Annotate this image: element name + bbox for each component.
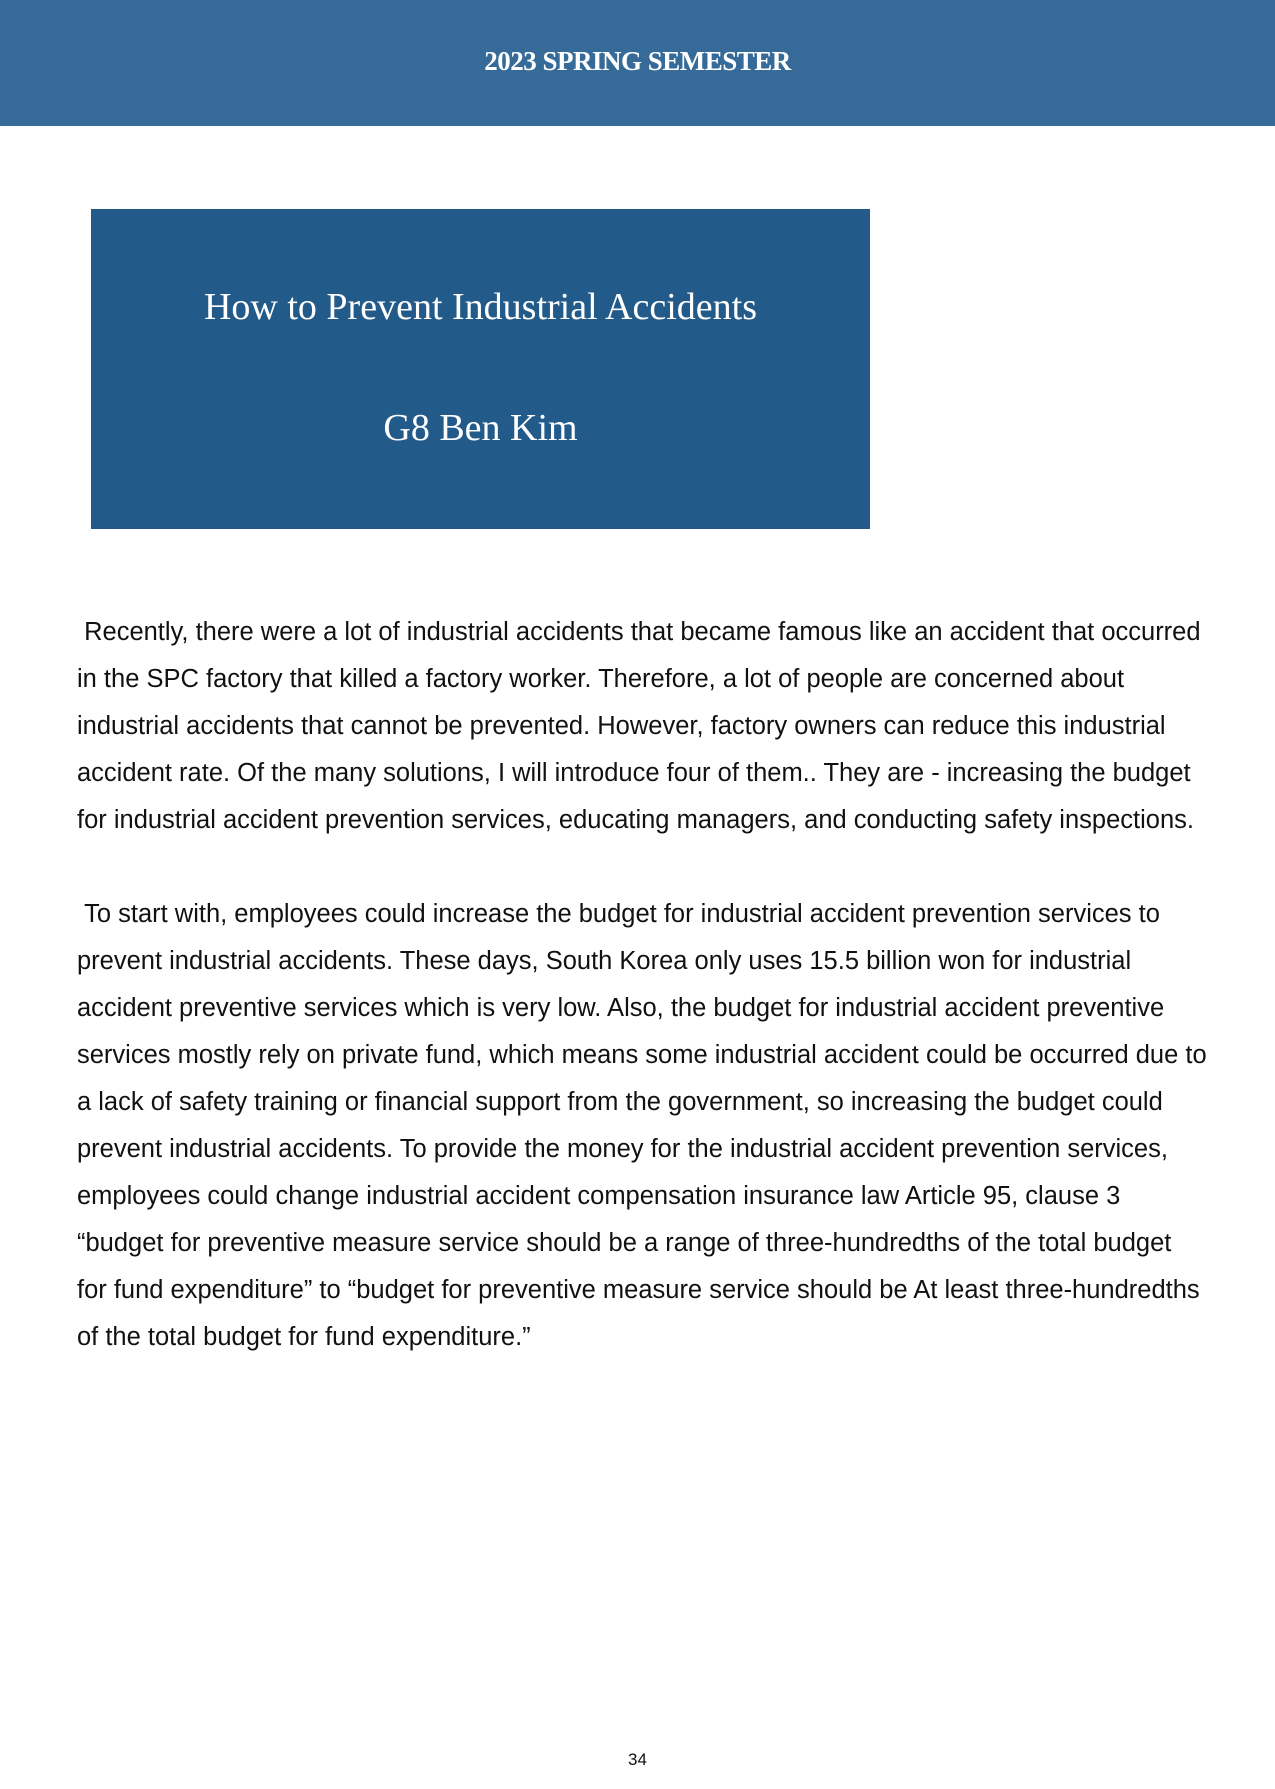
article-author: G8 Ben Kim (383, 407, 578, 449)
article-body (77, 609, 1214, 1361)
semester-title: 2023 SPRING SEMESTER (484, 46, 791, 76)
header-band (0, 0, 1275, 126)
page-number: 34 (628, 1750, 647, 1769)
body-paragraph-2: To start with, employees could increase the budget for industrial accident prevention services to prevent industrial accidents. These days, South Korea only uses 15.5 billion won for industrial accident preventive services which is very low. Also, the budget for industrial accident preventive services mostly rely on private fund, which means some industrial accident could be occurred due to a lack of safety training or financial support from the government, so increasing the budget could prevent industrial accidents. To provide the money for the industrial accident prevention services, employees could change industrial accident compensation insurance law Article 95, clause 3 “budget for preventive measure service should be a range of three-hundredths of the total budget for fund expenditure” to “budget for preventive measure service should be At least three-hundredths of the total budget for fund expenditure.” (77, 900, 1214, 1351)
paragraph-spacer (77, 844, 1207, 891)
article-title: How to Prevent Industrial Accidents (203, 286, 757, 328)
title-box (91, 209, 870, 529)
body-paragraph-1: Recently, there were a lot of industrial accidents that became famous like an accident that occurred in the SPC factory that killed a factory worker. Therefore, a lot of people are concerned about industrial accidents that cannot be prevented. However, factory owners can reduce this industrial accident rate. Of the many solutions, I will introduce four of them.. They are - increasing the budget for industrial accident prevention services, educating managers, and conducting safety inspections. (77, 618, 1208, 834)
